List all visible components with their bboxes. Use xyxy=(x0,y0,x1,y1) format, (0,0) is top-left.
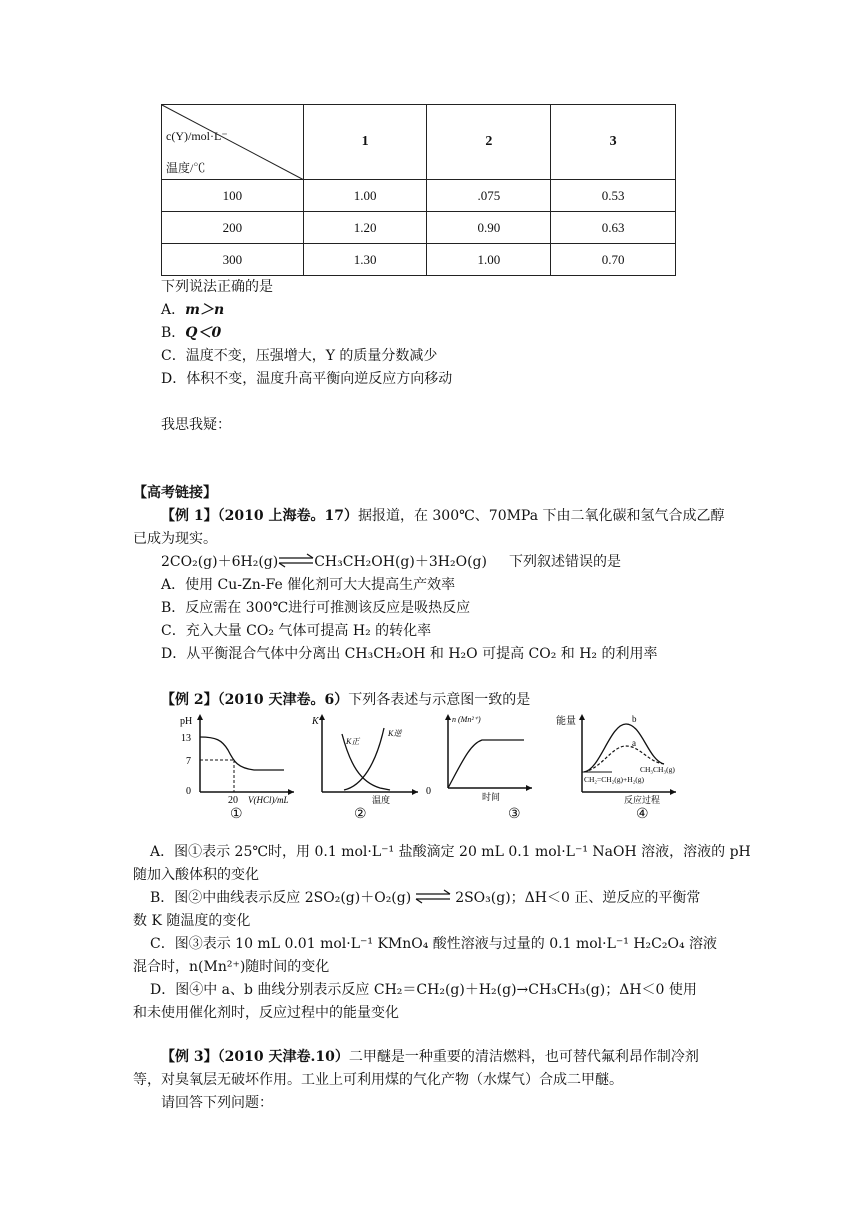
fig3-xlabel: 时间 xyxy=(482,792,501,802)
fig3-ylabel: n (Mn²⁺) xyxy=(452,715,481,724)
fig1-curve xyxy=(200,737,284,770)
ex2-source: （2010 天津卷。6） xyxy=(217,692,349,708)
ex1-tag: 【例 1】 xyxy=(161,508,218,524)
data-table xyxy=(161,104,676,276)
fig2-caption: ② xyxy=(354,806,367,822)
col-header-3: 3 xyxy=(551,105,676,180)
ex2-option-b-line2: 数 K 随温度的变化 xyxy=(133,913,251,929)
table-cell: 1.00 xyxy=(303,180,427,212)
table-cell: .075 xyxy=(427,180,551,212)
col-header-2: 2 xyxy=(427,105,551,180)
row-temp: 100 xyxy=(162,180,304,212)
fig4-label-a: a xyxy=(632,738,636,748)
ex2-line1 xyxy=(161,690,530,710)
fig3-caption: ③ xyxy=(508,806,521,822)
table-cell: 1.20 xyxy=(303,212,427,244)
table-header-row xyxy=(162,105,676,180)
ex1-option-b: B．反应需在 300℃进行可推测该反应是吸热反应 xyxy=(161,600,471,616)
option-b-prefix: B． xyxy=(161,325,186,341)
fig1-caption: ① xyxy=(230,806,243,822)
table-cell: 0.63 xyxy=(551,212,676,244)
fig1-ylabel: pH xyxy=(180,716,193,727)
ex2-option-c-line1: C．图③表示 10 mL 0.01 mol·L⁻¹ KMnO₄ 酸性溶液与过量的 0.1 mol·L⁻¹ H₂C₂O₄ 溶液 xyxy=(150,936,718,952)
table-cell: 0.70 xyxy=(551,244,676,276)
table-corner-cell xyxy=(162,105,304,180)
fig1-tick-13: 13 xyxy=(181,733,191,744)
ex1-option-a: A．使用 Cu-Zn-Fe 催化剂可大大提高生产效率 xyxy=(161,577,456,593)
fig1-tick-7: 7 xyxy=(186,756,191,767)
fig4-caption: ④ xyxy=(636,806,649,822)
table-cell: 0.90 xyxy=(427,212,551,244)
fig4-label-b: b xyxy=(632,714,637,724)
q0-option-a xyxy=(161,300,224,320)
eq-tail: 下列叙述错误的是 xyxy=(508,554,621,570)
ex1-equation xyxy=(161,552,621,572)
ex2-option-d-line2: 和未使用催化剂时，反应过程中的能量变化 xyxy=(133,1005,399,1021)
fig2-ylabel: K xyxy=(312,716,319,727)
ex1-option-d: D．从平衡混合气体中分离出 CH₃CH₂OH 和 H₂O 可提高 CO₂ 和 H₂ 的利用率 xyxy=(161,646,658,662)
q0-option-b xyxy=(161,323,221,343)
row-temp: 200 xyxy=(162,212,304,244)
ex1-line1 xyxy=(161,506,725,526)
ex2-b-post: 2SO₃(g)；ΔH＜0 正、逆反应的平衡常 xyxy=(455,890,701,906)
fig2-k-pos-label: K正 xyxy=(346,737,360,746)
figure-4-energy-profile xyxy=(556,712,680,805)
ex3-text2: 等，对臭氧层无破坏作用。工业上可利用煤的气化产物（水煤气）合成二甲醚。 xyxy=(133,1072,623,1088)
col-header-1: 1 xyxy=(303,105,427,180)
ex2-b-pre: B．图②中曲线表示反应 2SO₂(g)＋O₂(g) xyxy=(150,890,412,906)
ex2-option-a-line2: 随加入酸体积的变化 xyxy=(133,867,259,883)
fig1-tick-0: 0 xyxy=(186,786,191,797)
fig4-ylabel: 能量 xyxy=(556,716,576,727)
reflect-label: 我思我疑： xyxy=(161,417,231,433)
table-cell: 0.53 xyxy=(551,180,676,212)
eq-right: CH₃CH₂OH(g)＋3H₂O(g) xyxy=(314,554,487,570)
table-row xyxy=(162,244,676,276)
ex2-text: 下列各表述与示意图一致的是 xyxy=(348,692,531,708)
equilibrium-arrow-icon xyxy=(415,890,451,904)
q0-option-c: C．温度不变，压强增大，Y 的质量分数减少 xyxy=(161,348,438,364)
ex2-option-d-line1: D．图④中 a、b 曲线分别表示反应 CH₂＝CH₂(g)＋H₂(g)→CH₃CH₃(g)；ΔH＜0 使用 xyxy=(150,982,697,998)
ex2-option-a-line1: A．图①表示 25℃时，用 0.1 mol·L⁻¹ 盐酸滴定 20 mL 0.1 mol·L⁻¹ NaOH 溶液，溶液的 pH xyxy=(150,844,751,860)
ex3-line1 xyxy=(161,1047,699,1067)
fig3-curve xyxy=(448,740,524,788)
ex1-text2: 已成为现实。 xyxy=(133,531,217,547)
figure-2-k-temperature xyxy=(310,712,422,804)
ex1-text1: 据报道，在 300℃、70MPa 下由二氧化碳和氢气合成乙醇 xyxy=(357,508,725,524)
option-a-text: m＞n xyxy=(185,302,225,318)
table-cell: 1.30 xyxy=(303,244,427,276)
ex3-tag: 【例 3】 xyxy=(161,1049,218,1065)
fig4-reactant-label: CH₂=CH₂(g)+H₂(g) xyxy=(584,775,645,784)
ex3-source: （2010 天津卷.10） xyxy=(217,1049,349,1065)
q0-stem: 下列说法正确的是 xyxy=(161,279,273,295)
corner-top-label: c(Y)/mol·L⁻ xyxy=(166,129,228,143)
option-b-text: Q＜0 xyxy=(185,325,222,341)
fig3-tick-0: 0 xyxy=(426,786,431,797)
section-title: 【高考链接】 xyxy=(133,485,217,501)
fig2-k-rev-label: K逆 xyxy=(388,729,402,738)
table-row xyxy=(162,212,676,244)
figure-3-mn-time xyxy=(420,712,535,804)
ex1-option-c: C．充入大量 CO₂ 气体可提高 H₂ 的转化率 xyxy=(161,623,432,639)
fig4-product-label: CH₃CH₃(g) xyxy=(640,765,675,774)
q0-option-d: D．体积不变，温度升高平衡向逆反应方向移动 xyxy=(161,371,453,387)
equilibrium-arrow-icon xyxy=(278,554,314,568)
ex2-tag: 【例 2】 xyxy=(161,692,218,708)
fig1-tick-20: 20 xyxy=(228,795,238,806)
ex2-option-b-line1 xyxy=(150,888,700,908)
fig4-xlabel: 反应过程 xyxy=(624,795,661,805)
eq-left: 2CO₂(g)＋6H₂(g) xyxy=(161,554,279,570)
fig1-xlabel: V(HCl)/mL xyxy=(248,795,289,805)
ex2-option-c-line2: 混合时，n(Mn²⁺)随时间的变化 xyxy=(133,959,330,975)
row-temp: 300 xyxy=(162,244,304,276)
table-row xyxy=(162,180,676,212)
corner-bottom-label: 温度/℃ xyxy=(166,161,206,175)
table-cell: 1.00 xyxy=(427,244,551,276)
ex3-text1: 二甲醚是一种重要的清洁燃料，也可替代氟利昂作制冷剂 xyxy=(348,1049,699,1065)
fig2-xlabel: 温度 xyxy=(372,795,391,805)
ex1-source: （2010 上海卷。17） xyxy=(217,508,358,524)
figure-1-ph-curve xyxy=(176,712,296,804)
option-a-prefix: A． xyxy=(161,302,186,318)
ex3-text3: 请回答下列问题： xyxy=(161,1095,273,1111)
